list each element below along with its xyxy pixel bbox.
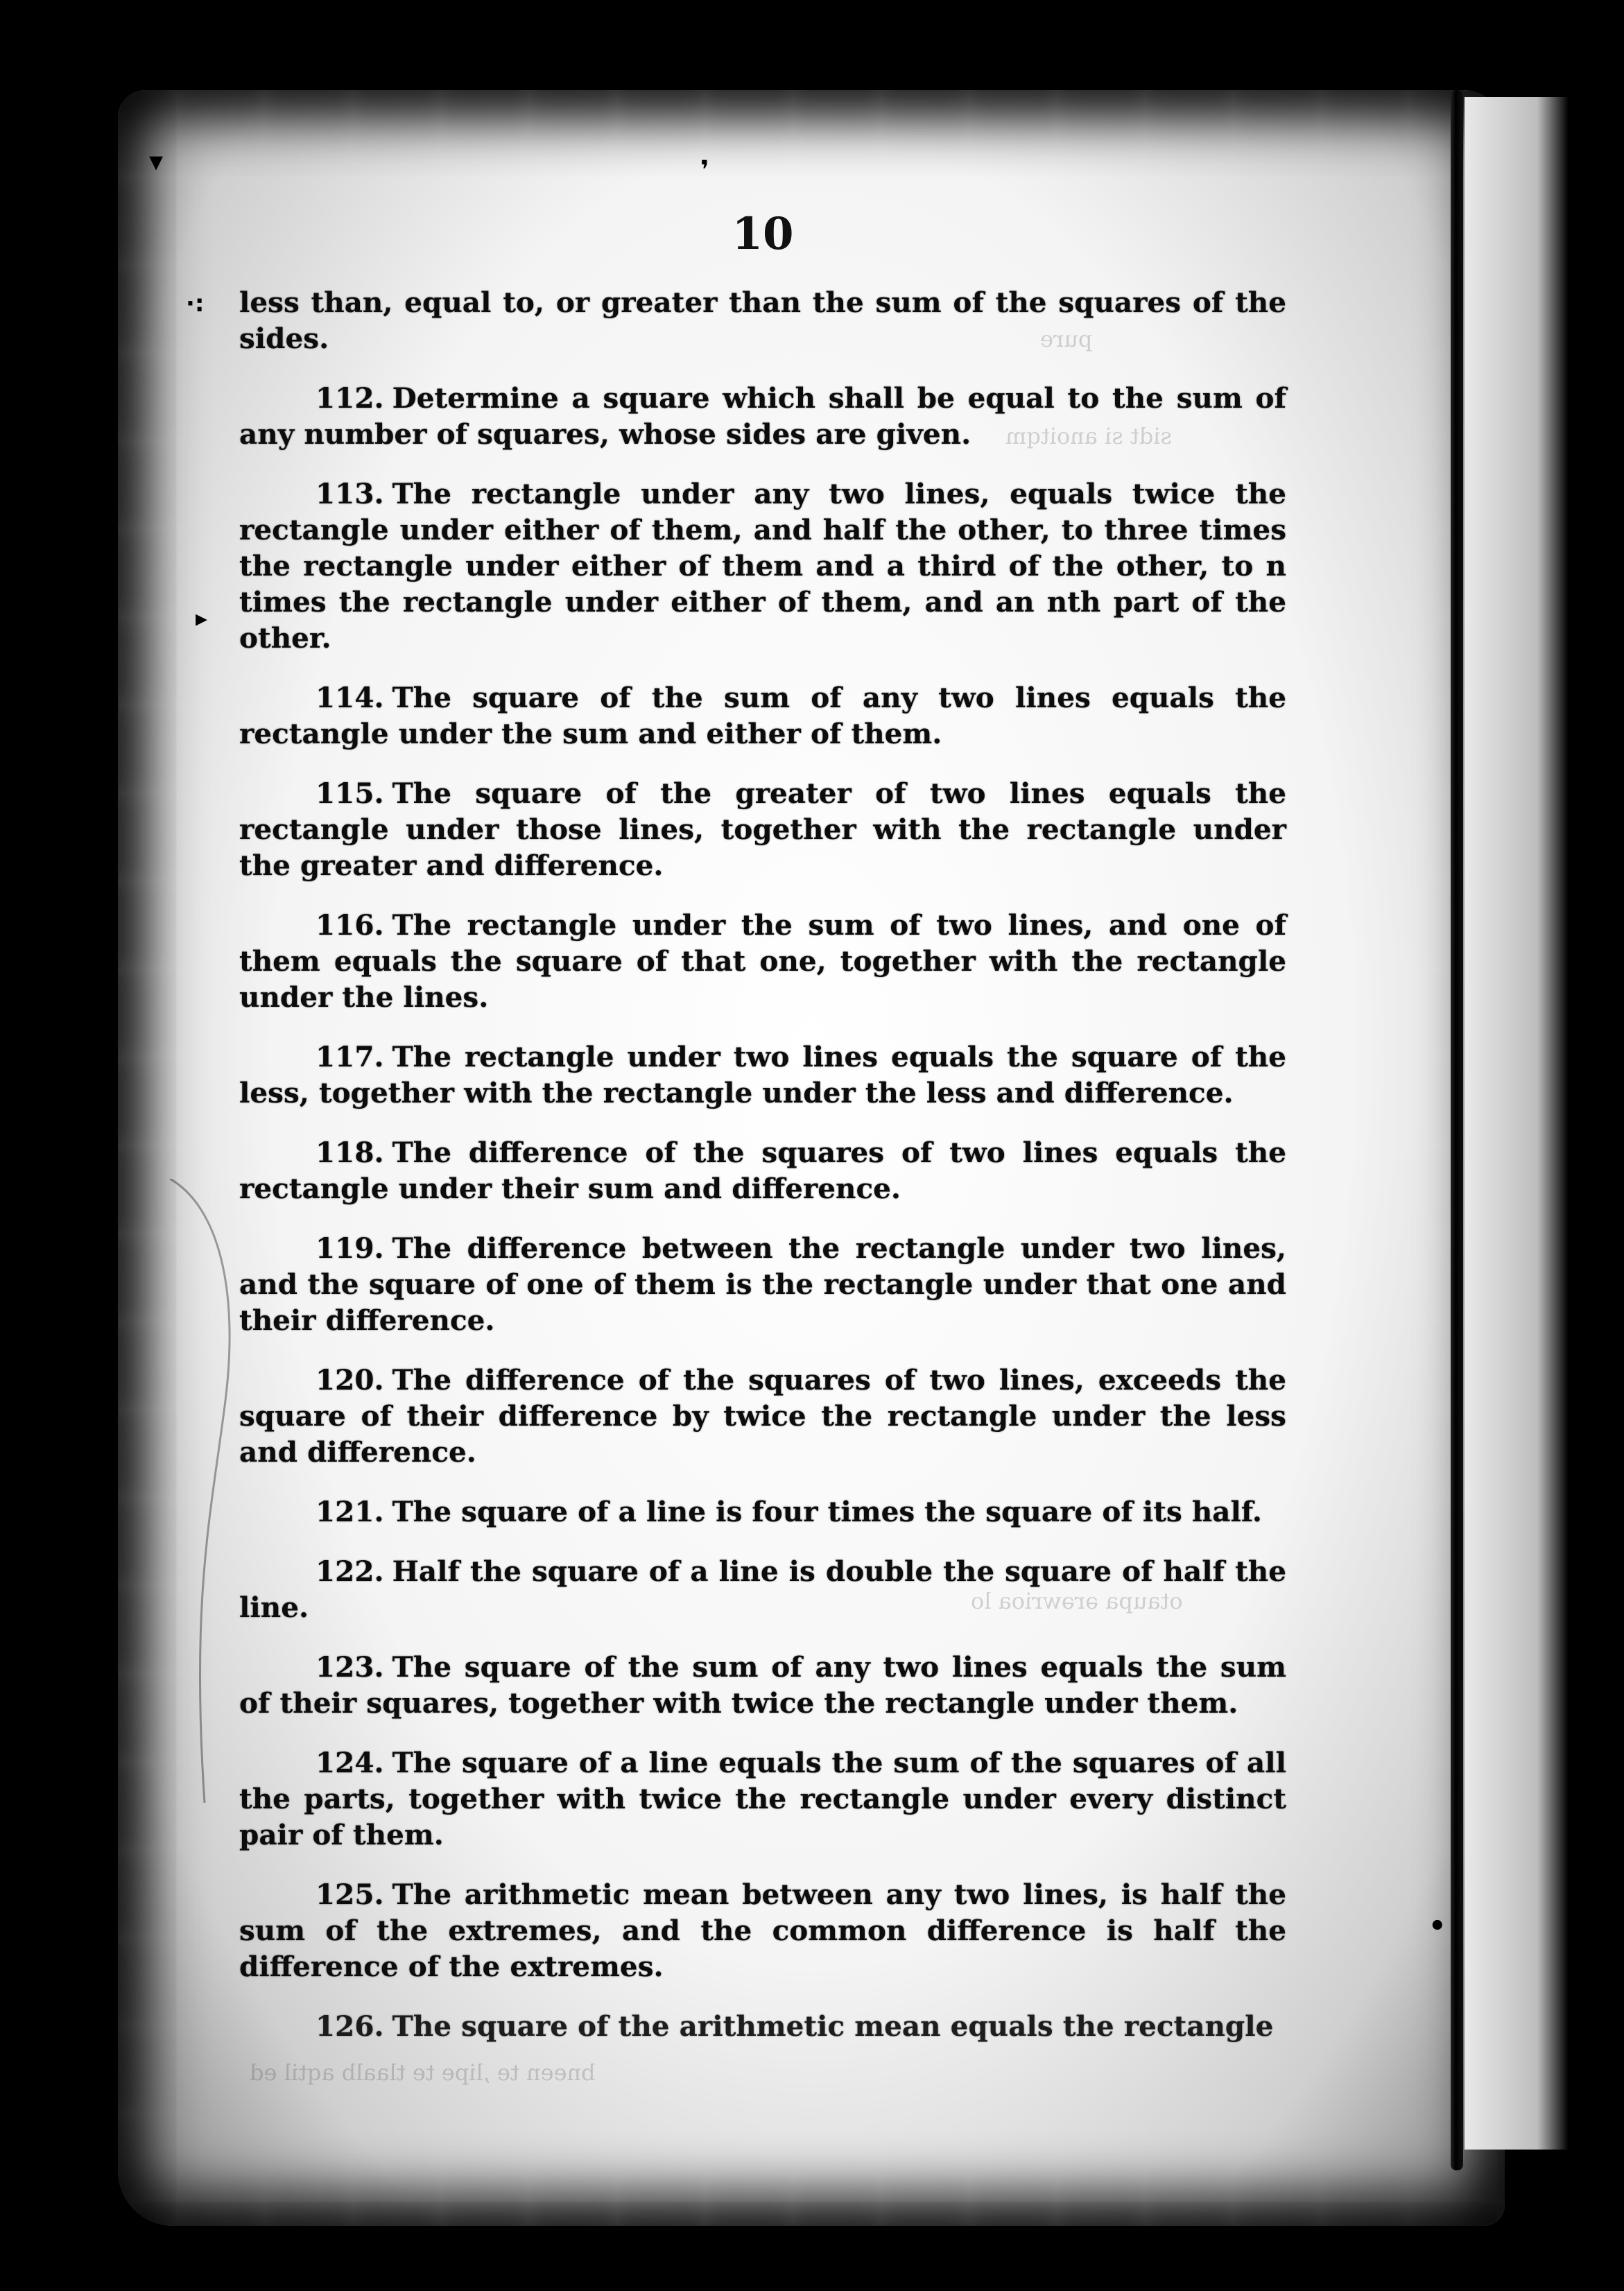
paragraph-116 (239, 907, 1286, 1015)
page-number: 10 (732, 208, 794, 260)
bleed-through-text: otaupa ərəwrioa lo (971, 1588, 1183, 1614)
margin-speck: • (1428, 1910, 1446, 1942)
paragraph-text: The difference of the squares of two lines, exceeds the square of their difference by twice the rectangle under the less and difference. (239, 1363, 1286, 1469)
paragraph-number: 112. (316, 381, 384, 415)
paragraph-text: The arithmetic mean between any two lines, is half the sum of the extremes, and the common difference is half the difference of the extremes. (239, 1878, 1286, 1983)
paragraph-121 (239, 1494, 1286, 1530)
paragraph-number: 120. (316, 1363, 384, 1397)
margin-speck: ▸ (196, 605, 208, 632)
paragraph-text: Half the square of a line is double the square of half the line. (239, 1555, 1286, 1624)
paragraph-text: The square of the greater of two lines equals the rectangle under those lines, together with the rectangle under the greater and difference. (239, 777, 1286, 882)
paragraph-text: The square of the sum of any two lines equals the sum of their squares, together with twice the rectangle under them. (239, 1650, 1286, 1720)
paragraph-119 (239, 1230, 1286, 1338)
paragraph-number: 124. (316, 1746, 384, 1779)
bleed-through-text: bneen te ,lipe te tlaalb aqtil ed (250, 2059, 596, 2086)
paragraph-text: The square of the sum of any two lines equals the rectangle under the sum and either of them. (239, 681, 1286, 750)
bleed-through-text: sidt si anoitqm (1005, 423, 1172, 449)
paragraph-text: Determine a square which shall be equal to the sum of any number of squares, whose sides are given. (239, 381, 1286, 451)
margin-speck: ▾ (149, 146, 164, 178)
paragraph-number: 115. (316, 777, 384, 810)
paragraph-continuation (239, 284, 1286, 356)
margin-speck: ❜ (700, 156, 709, 184)
binding-line (1451, 90, 1463, 2170)
paragraph-117 (239, 1039, 1286, 1111)
facing-page-edge (1465, 97, 1569, 2150)
paragraph-number: 113. (316, 477, 384, 510)
paragraph-number: 116. (316, 908, 384, 942)
paragraph-text: The rectangle under any two lines, equals twice the rectangle under either of them, and half the other, to three times the rectangle under either of them and a third of the other, to n times the rectangle under either of them, and an nth part of the other. (239, 477, 1286, 655)
paragraph-number: 114. (316, 681, 384, 714)
paragraph-122 (239, 1553, 1286, 1625)
paragraph-text: The square of a line is four times the square of its half. (392, 1495, 1262, 1528)
paragraph-number: 126. (316, 2009, 384, 2043)
paragraph-number: 117. (316, 1040, 384, 1073)
paragraph-text: The rectangle under the sum of two lines, and one of them equals the square of that one, together with the rectangle under the lines. (239, 908, 1286, 1014)
paragraph-125 (239, 1876, 1286, 1985)
paragraph-number: 121. (316, 1495, 384, 1528)
paragraph-112 (239, 380, 1286, 452)
paragraph-text: less than, equal to, or greater than the sum of the squares of the sides. (239, 286, 1286, 355)
paragraph-text: The difference of the squares of two lines equals the rectangle under their sum and difference. (239, 1136, 1286, 1205)
paragraph-text: The rectangle under two lines equals the square of the less, together with the rectangle under the less and difference. (239, 1040, 1286, 1109)
margin-pencil-curve (163, 1179, 246, 1803)
paragraph-number: 119. (316, 1231, 384, 1265)
paragraph-115 (239, 775, 1286, 883)
paragraph-126 (239, 2008, 1286, 2044)
paragraph-120 (239, 1362, 1286, 1470)
paragraph-123 (239, 1649, 1286, 1721)
paragraph-text: The square of the arithmetic mean equals the rectangle (392, 2009, 1274, 2043)
paragraph-124 (239, 1745, 1286, 1853)
paragraph-text: The square of a line equals the sum of the squares of all the parts, together with twice the rectangle under every distinct pair of them. (239, 1746, 1286, 1851)
paragraph-number: 125. (316, 1878, 384, 1911)
paragraph-number: 122. (316, 1555, 384, 1588)
paragraph-113 (239, 476, 1286, 656)
page-body (239, 284, 1286, 2068)
paragraph-text: The difference between the rectangle under two lines, and the square of one of them is the rectangle under that one and their difference. (239, 1231, 1286, 1337)
paragraph-number: 118. (316, 1136, 384, 1169)
paragraph-114 (239, 680, 1286, 752)
margin-speck: ·: (186, 290, 205, 318)
paragraph-118 (239, 1134, 1286, 1207)
bleed-through-text: pure (1040, 326, 1093, 352)
paragraph-number: 123. (316, 1650, 384, 1684)
